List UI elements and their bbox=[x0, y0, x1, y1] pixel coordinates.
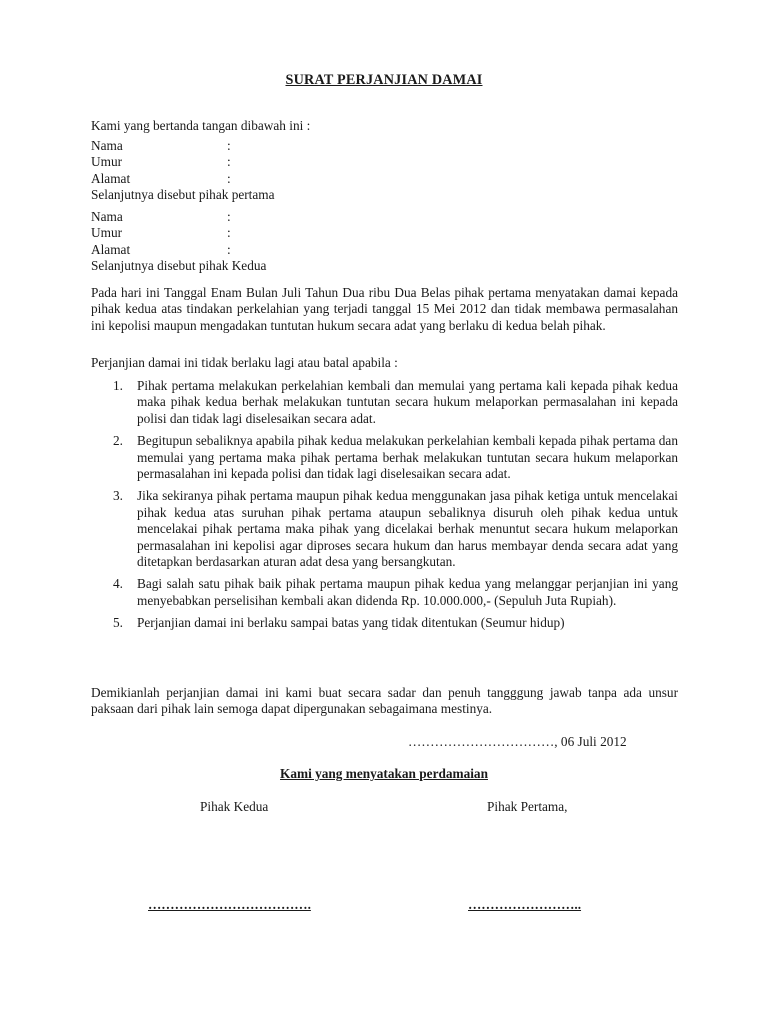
list-item bbox=[91, 488, 678, 570]
field-separator: : bbox=[227, 154, 231, 170]
intro-text: Kami yang bertanda tangan dibawah ini : bbox=[91, 118, 311, 133]
party-one-age-row bbox=[91, 154, 678, 170]
party-two-designation: Selanjutnya disebut pihak Kedua bbox=[91, 258, 267, 274]
party-one-name-row bbox=[91, 138, 678, 154]
party-two-section bbox=[91, 209, 678, 275]
list-text: Jika sekiranya pihak pertama maupun pihak kedua menggunakan jasa pihak ketiga untuk mencelakai pihak kedua atas suruhan pihak pertama ataupun sebaliknya disuruh oleh pihak kedua untuk mencelakai pihak pertama maka pihak yang dicelakai berhak menuntut secara hukum melaporkan permasalahan ini kepolisi agar diproses secara hukum dan harus membayar denda secara adat yang ditetapkan berdasarkan aturan adat desa yang bersangkutan. bbox=[137, 488, 678, 570]
party-two-address-row bbox=[91, 242, 678, 258]
list-text: Bagi salah satu pihak baik pihak pertama maupun pihak kedua yang melanggar perjanjian ini yang menyebabkan perselisihan kembali akan didenda Rp. 10.000.000,- (Sepuluh Juta Rupiah). bbox=[137, 576, 678, 608]
field-label: Nama bbox=[91, 209, 123, 224]
list-text: Perjanjian damai ini berlaku sampai batas yang tidak ditentukan (Seumur hidup) bbox=[137, 615, 565, 631]
list-number: 1. bbox=[113, 378, 123, 393]
signature-line-first-party: …………………….. bbox=[468, 897, 582, 912]
field-separator: : bbox=[227, 138, 231, 153]
list-text: Pihak pertama melakukan perkelahian kembali dan memulai yang pertama kali kepada pihak kedua maka pihak kedua berhak melakukan tuntutan secara hukum melaporkan permasalahan ini kepada polisi dan tidak lagi diselesaikan secara adat. bbox=[137, 378, 678, 426]
signatory-label-first-party: Pihak Pertama, bbox=[487, 799, 568, 814]
signatory-label-second-party: Pihak Kedua bbox=[200, 799, 269, 814]
field-separator: : bbox=[227, 225, 231, 241]
list-item bbox=[91, 615, 678, 631]
party-one-designation: Selanjutnya disebut pihak pertama bbox=[91, 187, 275, 203]
main-paragraph: Pada hari ini Tanggal Enam Bulan Juli Tahun Dua ribu Dua Belas pihak pertama menyatakan damai kepada pihak kedua atas tindakan perkelahian yang terjadi tanggal 15 Mei 2012 dan tidak membawa permasalahan ini kepolisi maupun mengadakan tuntutan hukum secara adat yang berlaku di kedua belah pihak. bbox=[91, 285, 678, 333]
place-date: ……………………………, 06 Juli 2012 bbox=[408, 734, 627, 749]
list-number: 2. bbox=[113, 433, 123, 449]
field-separator: : bbox=[227, 170, 231, 186]
party-one-section bbox=[91, 138, 678, 204]
field-label: Alamat bbox=[91, 241, 131, 257]
field-label: Alamat bbox=[91, 170, 131, 186]
statement-heading: Kami yang menyatakan perdamaian bbox=[280, 766, 488, 781]
list-text: Begitupun sebaliknya apabila pihak kedua melakukan perkelahian kembali kepada pihak pertama dan memulai yang pertama maka pihak pertama berhak melakukan tuntutan secara hukum melaporkan permasalahan ini kepada polisi dan tidak lagi diselesaikan secara adat. bbox=[137, 433, 678, 482]
field-label: Nama bbox=[91, 138, 123, 153]
list-item bbox=[91, 576, 678, 609]
document-title: SURAT PERJANJIAN DAMAI bbox=[285, 72, 483, 88]
list-item bbox=[91, 378, 678, 427]
field-label: Umur bbox=[91, 154, 123, 170]
field-separator: : bbox=[227, 241, 231, 257]
party-one-address-row bbox=[91, 171, 678, 187]
party-two-name-row bbox=[91, 209, 678, 225]
list-item bbox=[91, 433, 678, 482]
list-number: 4. bbox=[113, 576, 123, 592]
list-number: 3. bbox=[113, 488, 123, 504]
conditions-list bbox=[91, 378, 678, 638]
field-separator: : bbox=[227, 209, 231, 224]
conditions-intro: Perjanjian damai ini tidak berlaku lagi atau batal apabila : bbox=[91, 355, 398, 370]
field-label: Umur bbox=[91, 225, 123, 241]
signature-line-second-party: ………………………………. bbox=[148, 897, 311, 912]
party-two-age-row bbox=[91, 225, 678, 241]
closing-paragraph: Demikianlah perjanjian damai ini kami buat secara sadar dan penuh tangggung jawab tanpa ada unsur paksaan dari pihak lain semoga dapat dipergunakan sebagaimana mestinya. bbox=[91, 685, 678, 717]
list-number: 5. bbox=[113, 615, 123, 631]
